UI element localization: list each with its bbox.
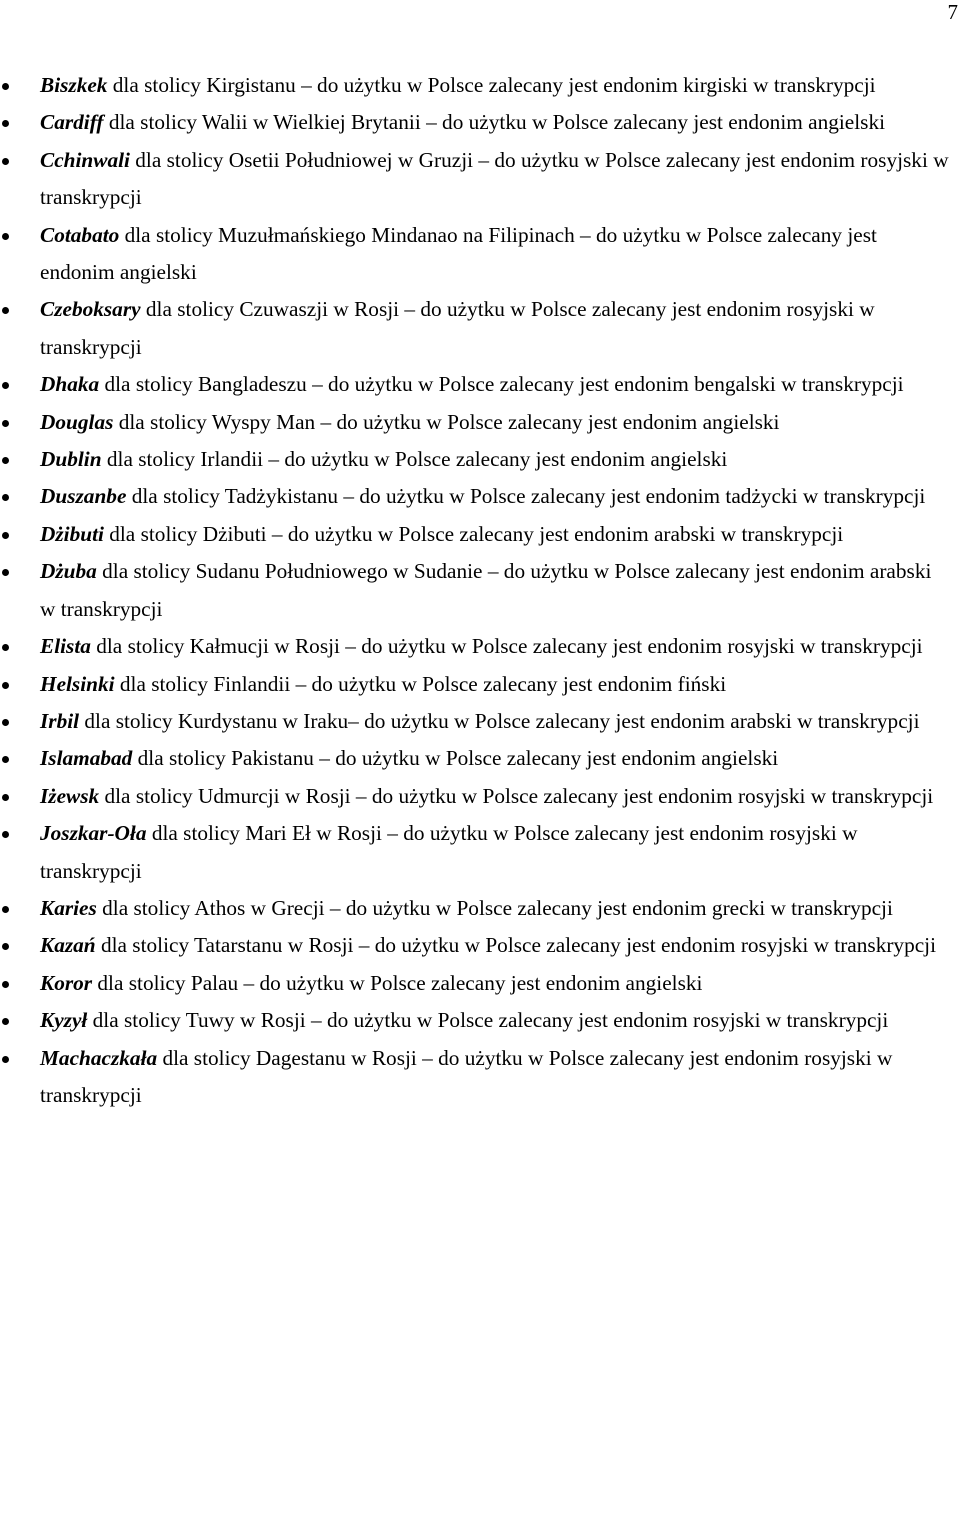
entry-description: dla stolicy Sudanu Południowego w Sudanie – do użytku w Polsce zalecany jest endonim arabski w transkrypcji	[40, 559, 932, 621]
entry-description: dla stolicy Dżibuti – do użytku w Polsce zalecany jest endonim arabski w transkrypcji	[103, 521, 844, 546]
capital-name: Biszkek	[40, 73, 108, 97]
entry-description: dla stolicy Muzułmańskiego Mindanao na Filipinach – do użytku w Polsce zalecany jest endonim angielski	[40, 222, 877, 285]
list-item	[0, 67, 960, 104]
list-item	[0, 815, 960, 890]
capital-name: Dżibuti	[40, 521, 104, 546]
capital-name: Helsinki	[40, 671, 115, 696]
bullet-icon	[2, 532, 9, 539]
list-item	[0, 366, 960, 403]
list-item	[0, 927, 960, 964]
list-item	[0, 703, 960, 740]
list-item	[0, 666, 960, 703]
entry-description: dla stolicy Osetii Południowej w Gruzji – do użytku w Polsce zalecany jest endonim rosyjski w transkrypcji	[40, 147, 949, 210]
entry-description: dla stolicy Bangladeszu – do użytku w Polsce zalecany jest endonim bengalski w transkrypcji	[99, 372, 904, 397]
capital-name: Dżuba	[40, 559, 97, 584]
capital-names-list	[0, 67, 960, 1114]
bullet-icon	[2, 831, 9, 838]
capital-name: Cchinwali	[40, 147, 130, 172]
capital-name: Machaczkała	[40, 1045, 158, 1070]
list-item	[0, 217, 960, 292]
entry-description: dla stolicy Tadżykistanu – do użytku w Polsce zalecany jest endonim tadżycki w transkrypcji	[126, 484, 926, 509]
bullet-icon	[2, 158, 9, 165]
entry-description: dla stolicy Dagestanu w Rosji – do użytku w Polsce zalecany jest endonim rosyjski w transkrypcji	[40, 1045, 893, 1107]
bullet-icon	[2, 233, 9, 240]
list-item	[0, 778, 960, 815]
bullet-icon	[2, 1056, 9, 1063]
list-item	[0, 1040, 960, 1115]
list-item	[0, 104, 960, 141]
capital-name: Duszanbe	[40, 484, 127, 509]
entry-description: dla stolicy Athos w Grecji – do użytku w Polsce zalecany jest endonim grecki w transkrypcji	[96, 895, 893, 920]
entry-description: dla stolicy Tuwy w Rosji – do użytku w Polsce zalecany jest endonim rosyjski w transkrypcji	[87, 1008, 889, 1033]
list-item	[0, 628, 960, 665]
list-item	[0, 404, 960, 441]
list-item	[0, 1002, 960, 1039]
bullet-icon	[2, 307, 9, 314]
entry-description: dla stolicy Walii w Wielkiej Brytanii – do użytku w Polsce zalecany jest endonim angielski	[103, 110, 886, 135]
bullet-icon	[2, 943, 9, 950]
entry-description: dla stolicy Finlandii – do użytku w Polsce zalecany jest endonim fiński	[114, 671, 727, 696]
bullet-icon	[2, 83, 9, 90]
entry-description: dla stolicy Pakistanu – do użytku w Polsce zalecany jest endonim angielski	[132, 746, 779, 771]
list-item	[0, 291, 960, 366]
capital-name: Kyzył	[40, 1008, 88, 1033]
capital-name: Koror	[40, 970, 93, 995]
entry-description: dla stolicy Irlandii – do użytku w Polsce zalecany jest endonim angielski	[101, 447, 728, 472]
list-item	[0, 478, 960, 515]
entry-description: dla stolicy Kurdystanu w Iraku– do użytku w Polsce zalecany jest endonim arabski w transkrypcji	[79, 708, 920, 733]
bullet-icon	[2, 569, 9, 576]
bullet-icon	[2, 906, 9, 913]
list-item	[0, 441, 960, 478]
list-item	[0, 142, 960, 217]
bullet-icon	[2, 420, 9, 427]
page-number: 7	[947, 0, 958, 24]
capital-name: Kazań	[40, 933, 96, 958]
bullet-icon	[2, 719, 9, 726]
capital-name: Douglas	[40, 409, 114, 434]
bullet-icon	[2, 981, 9, 988]
bullet-icon	[2, 756, 9, 763]
capital-name: Karies	[40, 895, 97, 920]
list-item	[0, 740, 960, 777]
entry-description: dla stolicy Udmurcji w Rosji – do użytku w Polsce zalecany jest endonim rosyjski w transkrypcji	[99, 783, 934, 808]
capital-name: Elista	[40, 634, 91, 659]
bullet-icon	[2, 794, 9, 801]
capital-name: Dhaka	[40, 372, 100, 397]
entry-description: dla stolicy Wyspy Man – do użytku w Polsce zalecany jest endonim angielski	[113, 409, 780, 434]
list-item	[0, 553, 960, 628]
list-item	[0, 516, 960, 553]
capital-name: Iżewsk	[40, 783, 100, 808]
bullet-icon	[2, 682, 9, 689]
capital-name: Cardiff	[40, 110, 104, 135]
entry-description: dla stolicy Mari Eł w Rosji – do użytku w Polsce zalecany jest endonim rosyjski w transkrypcji	[40, 821, 858, 883]
entry-description: dla stolicy Kirgistanu – do użytku w Polsce zalecany jest endonim kirgiski w transkrypcji	[107, 73, 876, 97]
bullet-icon	[2, 457, 9, 464]
bullet-icon	[2, 494, 9, 501]
capital-name: Joszkar-Oła	[40, 821, 147, 846]
list-item	[0, 965, 960, 1002]
bullet-icon	[2, 120, 9, 127]
entry-description: dla stolicy Palau – do użytku w Polsce zalecany jest endonim angielski	[92, 970, 703, 995]
capital-name: Irbil	[40, 708, 80, 733]
entry-description: dla stolicy Kałmucji w Rosji – do użytku w Polsce zalecany jest endonim rosyjski w transkrypcji	[90, 634, 923, 659]
bullet-icon	[2, 1018, 9, 1025]
capital-name: Islamabad	[40, 746, 133, 771]
bullet-icon	[2, 644, 9, 651]
entry-description: dla stolicy Tatarstanu w Rosji – do użytku w Polsce zalecany jest endonim rosyjski w transkrypcji	[95, 933, 937, 958]
capital-name: Czeboksary	[40, 297, 141, 322]
capital-name: Dublin	[40, 447, 102, 472]
bullet-icon	[2, 382, 9, 389]
entry-description: dla stolicy Czuwaszji w Rosji – do użytku w Polsce zalecany jest endonim rosyjski w transkrypcji	[40, 297, 875, 359]
list-item	[0, 890, 960, 927]
capital-name: Cotabato	[40, 222, 120, 247]
